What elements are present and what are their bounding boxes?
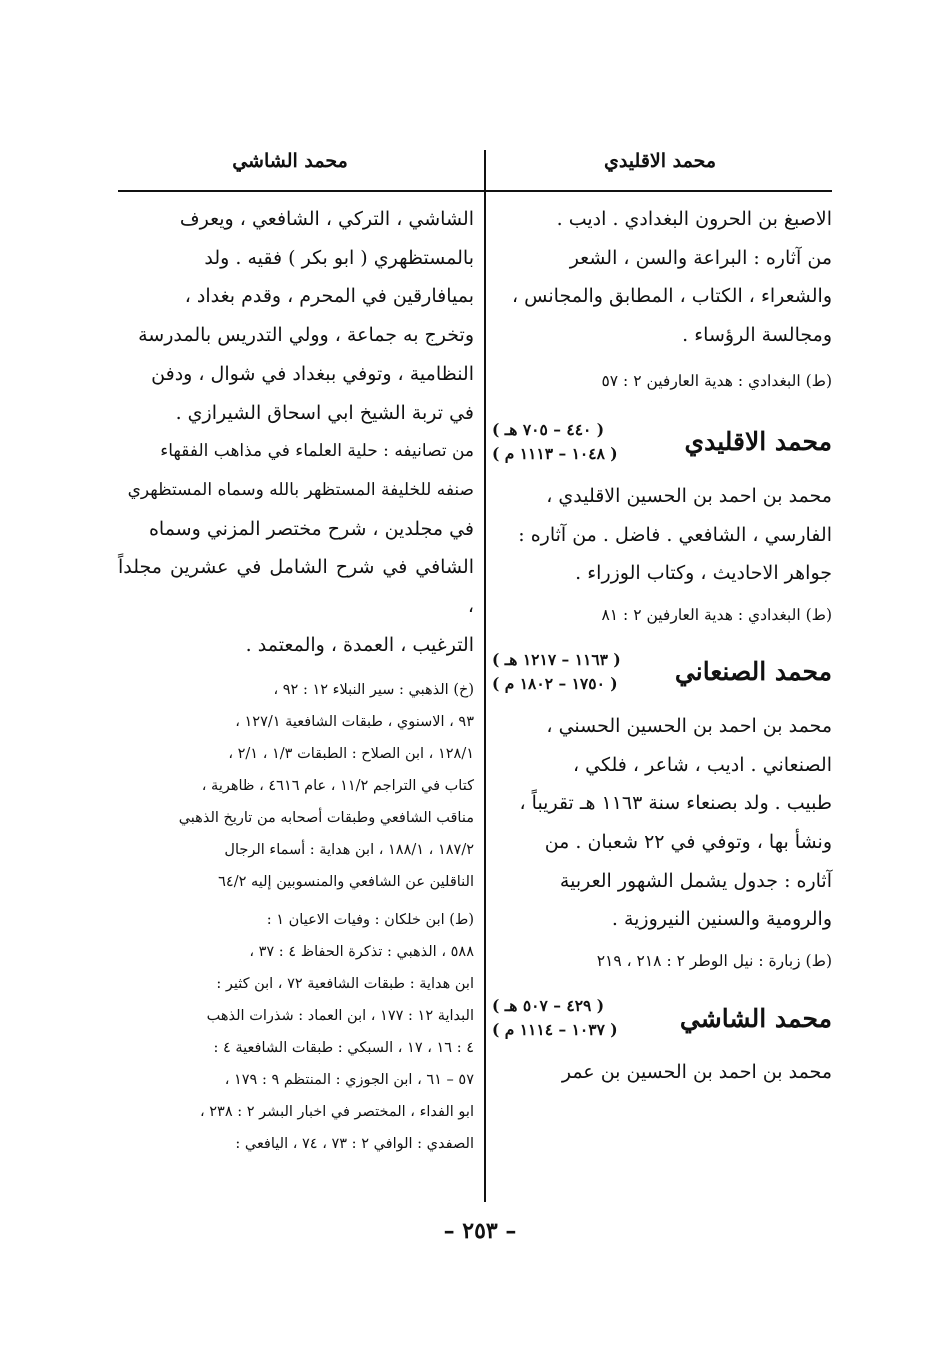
entry-heading [492,637,832,707]
reference-line: ابو الفداء ، المختصر في اخبار البشر ٢ : ٢٣٨ ، [199,1104,474,1121]
text-line: جواهر الاحاديث ، وكتاب الوزراء . [575,562,832,585]
text-line: الترغيب ، العمدة ، والمعتمد . [245,633,474,656]
text-line: ونشأ بها ، وتوفي في ٢٢ شعبان . من [544,831,832,854]
reference-line: (ط) البغدادي : هدية العارفين ٢ : ٨١ [601,605,832,624]
reference-line: الصفدي : الوافي ٢ : ٧٣ ، ٧٤ ، اليافعي : [235,1136,474,1153]
text-line: الفارسي ، الشافعي . فاضل . من آثاره : [518,523,832,546]
reference-line: ٥٨٨ ، الذهبي : تذكرة الحفاظ ٤ : ٣٧ ، [249,944,474,961]
text-line: بالمستظهري ( ابو بكر ) فقيه . ولد [204,246,474,269]
reference-line: كتاب في التراجم ١١/٢ ، عام ٤٦١٦ ، ظاهرية ، [201,778,474,795]
text-line: الصنعاني . اديب ، شاعر ، فلكي ، [573,753,832,776]
references-kh [118,674,474,898]
column-divider [484,150,486,1202]
reference-line: (ط) البغدادي : هدية العارفين ٢ : ٥٧ [601,371,832,390]
text-line: صنفه للخليفة المستظهر بالله وسماه المستظهري [127,479,474,500]
dates-hijri: ( ٤٢٩ – ٥٠٧ هـ ) [492,996,605,1016]
dates-gregorian: ( ١٠٣٧ – ١١١٤ م ) [492,1020,618,1040]
text-line: في تربة الشيخ ابي اسحاق الشيرازي . [175,401,474,424]
dates-gregorian: ( ١٠٤٨ – ١١١٣ م ) [492,443,618,463]
dates-hijri: ( ١١٦٣ – ١٢١٧ هـ ) [492,649,621,669]
reference-line: ابن هداية : طبقات الشافعية ٧٢ ، ابن كثير : [216,976,474,993]
reference-line: (ط) ابن خلكان : وفيات الاعيان ١ : [266,912,474,929]
page-number: – ٢٥٣ – [443,1218,517,1244]
reference-line: ٥٧ – ٦١ ، ابن الجوزي : المنتظم ٩ : ١٧٩ ، [224,1072,474,1089]
dates-hijri: ( ٤٤٠ – ٧٠٥ هـ ) [492,419,605,439]
text-line: من آثاره : البراعة والسن ، الشعر [569,246,832,269]
text-line: الشاشي ، التركي ، الشافعي ، ويعرف [179,208,474,230]
header-rule [118,190,832,192]
reference-line: البداية ١٢ : ١٧٧ ، ابن العماد : شذرات الذهب [206,1008,474,1025]
entry-dates [492,648,621,696]
right-column-header: محمد الاقليدي [603,150,717,172]
reference-line: مناقب الشافعي وطبقات أصحابه من تاريخ الذهبي [178,810,474,827]
reference-line: ٩٣ ، الاسنوي ، طبقات الشافعية ١٢٧/١ ، [235,714,474,731]
text-line: في مجلدين ، شرح مختصر المزني وسماه [148,517,474,540]
text-line: بميافارقين في المحرم ، وقدم بغداد ، [184,285,474,308]
right-column [492,200,832,1092]
reference-line: (خ) الذهبي : سير النبلاء ١٢ : ٩٢ ، [273,682,474,699]
dates-gregorian: ( ١٧٥٠ – ١٨٠٢ م ) [492,673,618,693]
reference-line: (ط) زبارة : نيل الوطر ٢ : ٢١٨ ، ٢١٩ [596,952,832,971]
reference-line: ١٢٨/١ ، ابن الصلاح : الطبقات ١/٣ ، ٢/١ ، [228,746,474,763]
references-t [118,904,474,1160]
text-line: محمد بن احمد بن الحسين الاقليدي ، [546,484,832,507]
reference-line: ٤ : ١٦ ، ١٧ ، السبكي : طبقات الشافعية ٤ : [213,1040,474,1057]
entry-name: محمد الصنعاني [674,657,832,687]
reference-line: الناقلين عن الشافعي والمنسوبين إليه ٦٤/٢ [218,874,474,891]
entry-name: محمد الاقليدي [684,427,832,457]
entry-dates [492,994,618,1042]
text-line: طبيب . ولد بصنعاء سنة ١١٦٣ هـ تقريباً ، [519,792,832,815]
text-line: والشعراء ، الكتاب ، المطابق والمجانس ، [511,285,832,308]
left-column [118,200,474,1160]
text-line: محمد بن احمد بن الحسين الحسني ، [546,714,832,737]
text-line: ومجالسة الرؤساء . [682,324,832,347]
entry-name: محمد الشاشي [679,1003,832,1033]
text-line: والرومية والسنين النيروزية . [611,908,832,931]
text-line: الشافي في شرح الشامل في عشرين مجلداً ، [118,556,474,618]
entry-heading [492,407,832,477]
text-line: آثاره : جدول يشمل الشهور العربية [559,869,832,892]
text-line: محمد بن احمد بن الحسين بن عمر [561,1061,832,1084]
text-line: من تصانيفه : حلية العلماء في مذاهب الفقهاء [160,441,474,462]
text-line: وتخرج به جماعة ، وولي التدريس بالمدرسة [138,324,474,347]
left-column-header: محمد الشاشي [232,150,348,172]
entry-dates [492,418,618,466]
entry-heading [492,983,832,1053]
reference-line: ١٨٧/٢ ، ١٨٨/١ ، ابن هداية : أسماء الرجال [224,842,474,859]
text-line: الاصبغ بن الحرون البغدادي . اديب . [556,208,832,230]
text-line: النظامية ، وتوفي ببغداد في شوال ، ودفن [151,362,474,385]
